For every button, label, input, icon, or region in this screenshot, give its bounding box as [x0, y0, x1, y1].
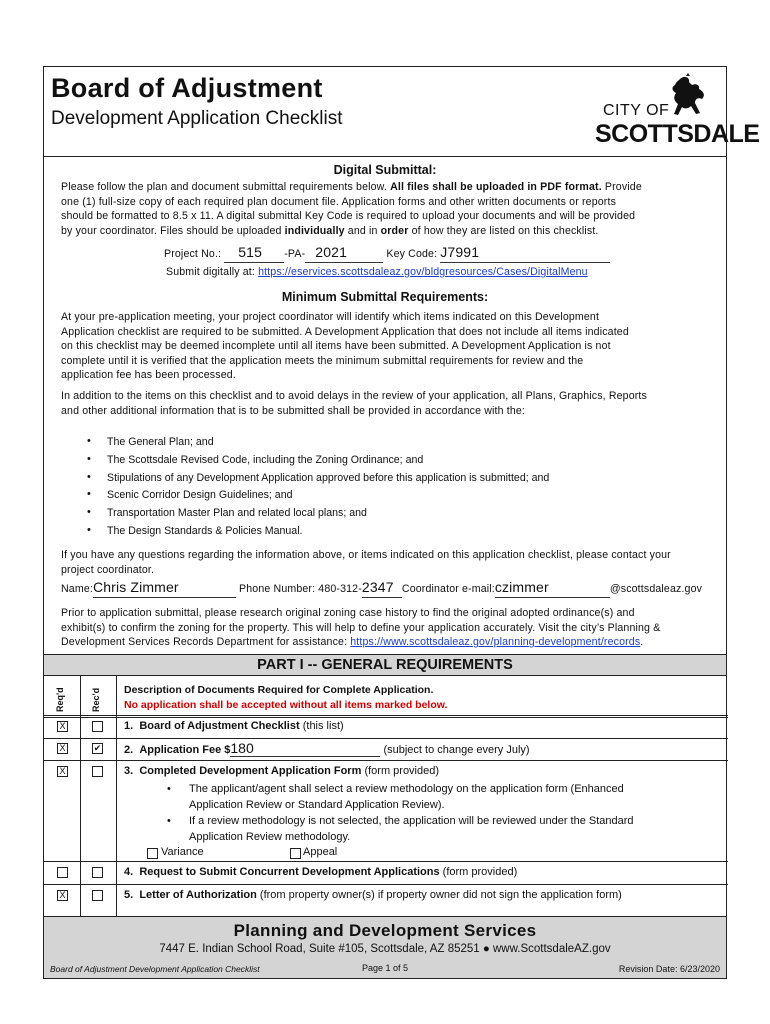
row5-note: (from property owner(s) if property owner did not sign the application form)	[259, 889, 622, 901]
project-number-row	[164, 245, 610, 263]
project-no-value: 515	[238, 244, 263, 260]
row-divider	[44, 884, 728, 885]
digital-text-individually: individually	[284, 224, 345, 237]
digital-text-a: Please follow the plan and document submittal requirements below.	[61, 181, 387, 193]
pa-value: 2021	[315, 244, 348, 260]
row1-note: (this list)	[302, 720, 344, 732]
part1-heading: PART I -- GENERAL REQUIREMENTS	[44, 654, 726, 676]
row1-reqd-checkbox[interactable]: X	[57, 721, 68, 732]
col-header-recd: Rec'd	[91, 687, 101, 712]
digital-text-line2: one (1) full-size copy of each required plan document file. Application forms and other written documents or reports	[61, 195, 617, 208]
pa-field[interactable]	[305, 245, 383, 263]
minimum-para-2	[61, 389, 721, 418]
row2-description	[124, 740, 530, 757]
bronco-rider-icon	[662, 73, 712, 123]
bullet-item: • Stipulations of any Development Application approved before this application is submitted; and	[107, 472, 549, 490]
fee-field[interactable]	[230, 740, 380, 757]
min-p4-line: exhibit(s) to confirm the zoning for the property. This will help to define your application accurately. Visit the city’s Planning &	[61, 621, 661, 634]
appeal-checkbox[interactable]	[290, 848, 301, 859]
row3-bullet-1: The applicant/agent shall select a review methodology on the application form (Enhanced	[189, 783, 624, 795]
email-value: czimmer	[494, 579, 549, 595]
row2-reqd-checkbox[interactable]: X	[57, 743, 68, 754]
row3-bullet-2: If a review methodology is not selected, the application will be reviewed under the Standard	[189, 815, 634, 827]
city-logo	[591, 73, 760, 153]
bullet-item: • The Scottsdale Revised Code, including the Zoning Ordinance; and	[107, 454, 549, 472]
project-no-label: Project No.:	[164, 248, 222, 260]
digital-text-order: order	[380, 224, 409, 237]
description-heading: Description of Documents Required for Complete Application.	[124, 684, 434, 696]
digital-text-line4a: by your coordinator. Files should be uploaded	[61, 224, 282, 237]
minimum-para-1	[61, 310, 721, 383]
row-divider	[44, 861, 728, 862]
variance-checkbox[interactable]	[147, 848, 158, 859]
digital-submittal-heading: Digital Submittal:	[333, 163, 437, 177]
footer-revision-date: Revision Date: 6/23/2020	[618, 964, 720, 974]
digital-text-line4c: and in	[347, 224, 378, 237]
logo-city-of: CITY OF	[603, 102, 670, 119]
name-field[interactable]	[93, 580, 236, 598]
row3-reqd-checkbox[interactable]: X	[57, 766, 68, 777]
phone-label: Phone Number: 480-312-	[239, 583, 362, 595]
row-divider	[44, 738, 728, 739]
row1-description	[124, 720, 344, 732]
min-p1-line: At your pre-application meeting, your project coordinator will identify which items indicated on this Development	[61, 311, 600, 323]
key-code-label: Key Code:	[386, 248, 438, 260]
email-domain: @scottsdaleaz.gov	[609, 583, 703, 595]
fee-value: 180	[230, 740, 254, 756]
min-p2-line: In addition to the items on this checklist and to avoid delays in the review of your application, all Plans, Graphics, Reports	[61, 390, 647, 402]
row3-bullet-2-cont: Application Review methodology.	[189, 831, 351, 843]
page-title: Board of Adjustment	[51, 73, 323, 103]
page-header	[44, 67, 760, 157]
row1-recd-checkbox[interactable]	[92, 721, 103, 732]
row3-number: 3.	[124, 765, 134, 777]
description-warning: No application shall be accepted without all items marked below.	[124, 699, 448, 711]
row2-number: 2.	[124, 744, 134, 756]
min-p3-line: If you have any questions regarding the information above, or items indicated on this application checklist, please contact your	[61, 549, 671, 561]
key-code-field[interactable]	[440, 245, 610, 263]
row1-number: 1.	[124, 720, 134, 732]
appeal-label: Appeal	[303, 846, 338, 858]
row-divider	[44, 715, 728, 716]
footer-page-number: Page 1 of 5	[362, 963, 409, 973]
footer-address: 7447 E. Indian School Road, Suite #105, Scottsdale, AZ 85251 ● www.ScottsdaleAZ.gov	[159, 943, 611, 955]
row2-title: Application Fee $	[139, 744, 231, 756]
minimum-para-4	[61, 606, 726, 650]
submit-digitally-row	[166, 265, 588, 280]
email-label: Coordinator e-mail:	[401, 583, 495, 595]
name-value: Chris Zimmer	[92, 579, 179, 595]
col-header-reqd: Req'd	[55, 687, 65, 712]
digital-text-line3: should be formatted to 8.5 x 11. A digital submittal Key Code is required to upload your documents and will be provided	[61, 210, 636, 223]
footer-title: Planning and Development Services	[233, 921, 537, 940]
footer-document-name: Board of Adjustment Development Application Checklist	[50, 964, 260, 974]
bullet-item: • The General Plan; and	[107, 436, 549, 454]
email-field[interactable]	[495, 580, 610, 598]
digital-submittal-text	[61, 180, 721, 238]
records-link[interactable]: https://www.scottsdaleaz.gov/planning-development/records	[350, 636, 641, 649]
row3-bullet-1-cont: Application Review or Standard Application Review).	[189, 799, 445, 811]
document-page	[43, 66, 760, 979]
row4-reqd-checkbox[interactable]	[57, 867, 68, 878]
pa-label: -PA-	[284, 248, 306, 260]
bullet-item: • Transportation Master Plan and related local plans; and	[107, 507, 549, 525]
row5-reqd-checkbox[interactable]: X	[57, 890, 68, 901]
row4-note: (form provided)	[442, 866, 518, 878]
page-subtitle: Development Application Checklist	[51, 108, 343, 129]
row4-description	[124, 866, 517, 878]
col-divider	[80, 676, 81, 916]
row-divider	[44, 760, 728, 761]
page-footer	[44, 916, 726, 978]
min-p1-line: on this checklist may be deemed incomplete until all items have been submitted. A Development Application is not	[61, 340, 611, 353]
row3-recd-checkbox[interactable]	[92, 766, 103, 777]
min-p2-line: and other additional information that is to be submitted shall be provided in accordance with the:	[61, 404, 526, 417]
logo-scottsdale: SCOTTSDALE	[595, 120, 760, 148]
requirements-bullet-list	[107, 436, 549, 543]
min-p4-last: Development Services Records Department for assistance:	[61, 636, 348, 649]
row5-title: Letter of Authorization	[139, 889, 257, 901]
min-p1-line: complete until it is verified that the application meets the minimum submittal requirements for review and the	[61, 354, 584, 367]
min-p1-line: Application checklist are required to be submitted. A Development Application that does not include all items indicated	[61, 325, 629, 338]
min-p4-line: Prior to application submittal, please research original zoning case history to find the original adopted ordinance(s) and	[61, 607, 635, 619]
row2-recd-checkbox[interactable]: ✔	[93, 743, 102, 753]
minimum-requirements-heading: Minimum Submittal Requirements:	[281, 290, 489, 304]
row4-number: 4.	[124, 866, 134, 878]
minimum-para-3	[61, 548, 721, 577]
bullet-item: • Scenic Corridor Design Guidelines; and	[107, 489, 549, 507]
min-p4-end: .	[640, 636, 644, 649]
min-p3-line: project coordinator.	[61, 563, 155, 576]
digital-text-line4e: of how they are listed on this checklist.	[411, 224, 599, 237]
phone-field[interactable]	[362, 580, 402, 598]
project-no-field[interactable]	[224, 245, 284, 263]
bullet-item: • The Design Standards & Policies Manual.	[107, 525, 549, 543]
digital-text-pdf: All files shall be uploaded in PDF format.	[390, 181, 602, 193]
submit-link[interactable]: https://eservices.scottsdaleaz.gov/bldgresources/Cases/DigitalMenu	[258, 266, 588, 278]
key-code-value: J7991	[440, 244, 480, 260]
row1-title: Board of Adjustment Checklist	[139, 720, 300, 732]
phone-value: 2347	[361, 579, 394, 595]
digital-text-c: Provide	[604, 181, 642, 193]
row3-bullets: • The applicant/agent shall select a review methodology on the application form (Enhanced Application Review or Standard Application Review). • If a review methodology is not selected, the application will be reviewed under the Standard Application Review methodology.	[167, 783, 634, 843]
row2-note: (subject to change every July)	[383, 744, 530, 756]
row5-recd-checkbox[interactable]	[92, 890, 103, 901]
row4-title: Request to Submit Concurrent Development Applications	[139, 866, 440, 878]
row-divider	[44, 717, 728, 718]
row3-note: (form provided)	[364, 765, 440, 777]
coordinator-contact-row	[61, 580, 726, 598]
row3-title: Completed Development Application Form	[139, 765, 362, 777]
variance-label: Variance	[161, 846, 204, 858]
row5-description	[124, 889, 622, 901]
name-label: Name:	[61, 583, 93, 595]
col-divider	[116, 676, 117, 916]
submit-label: Submit digitally at:	[166, 266, 255, 278]
row5-number: 5.	[124, 889, 134, 901]
min-p1-line: application fee has been processed.	[61, 369, 236, 382]
row3-description	[124, 765, 439, 777]
row4-recd-checkbox[interactable]	[92, 867, 103, 878]
